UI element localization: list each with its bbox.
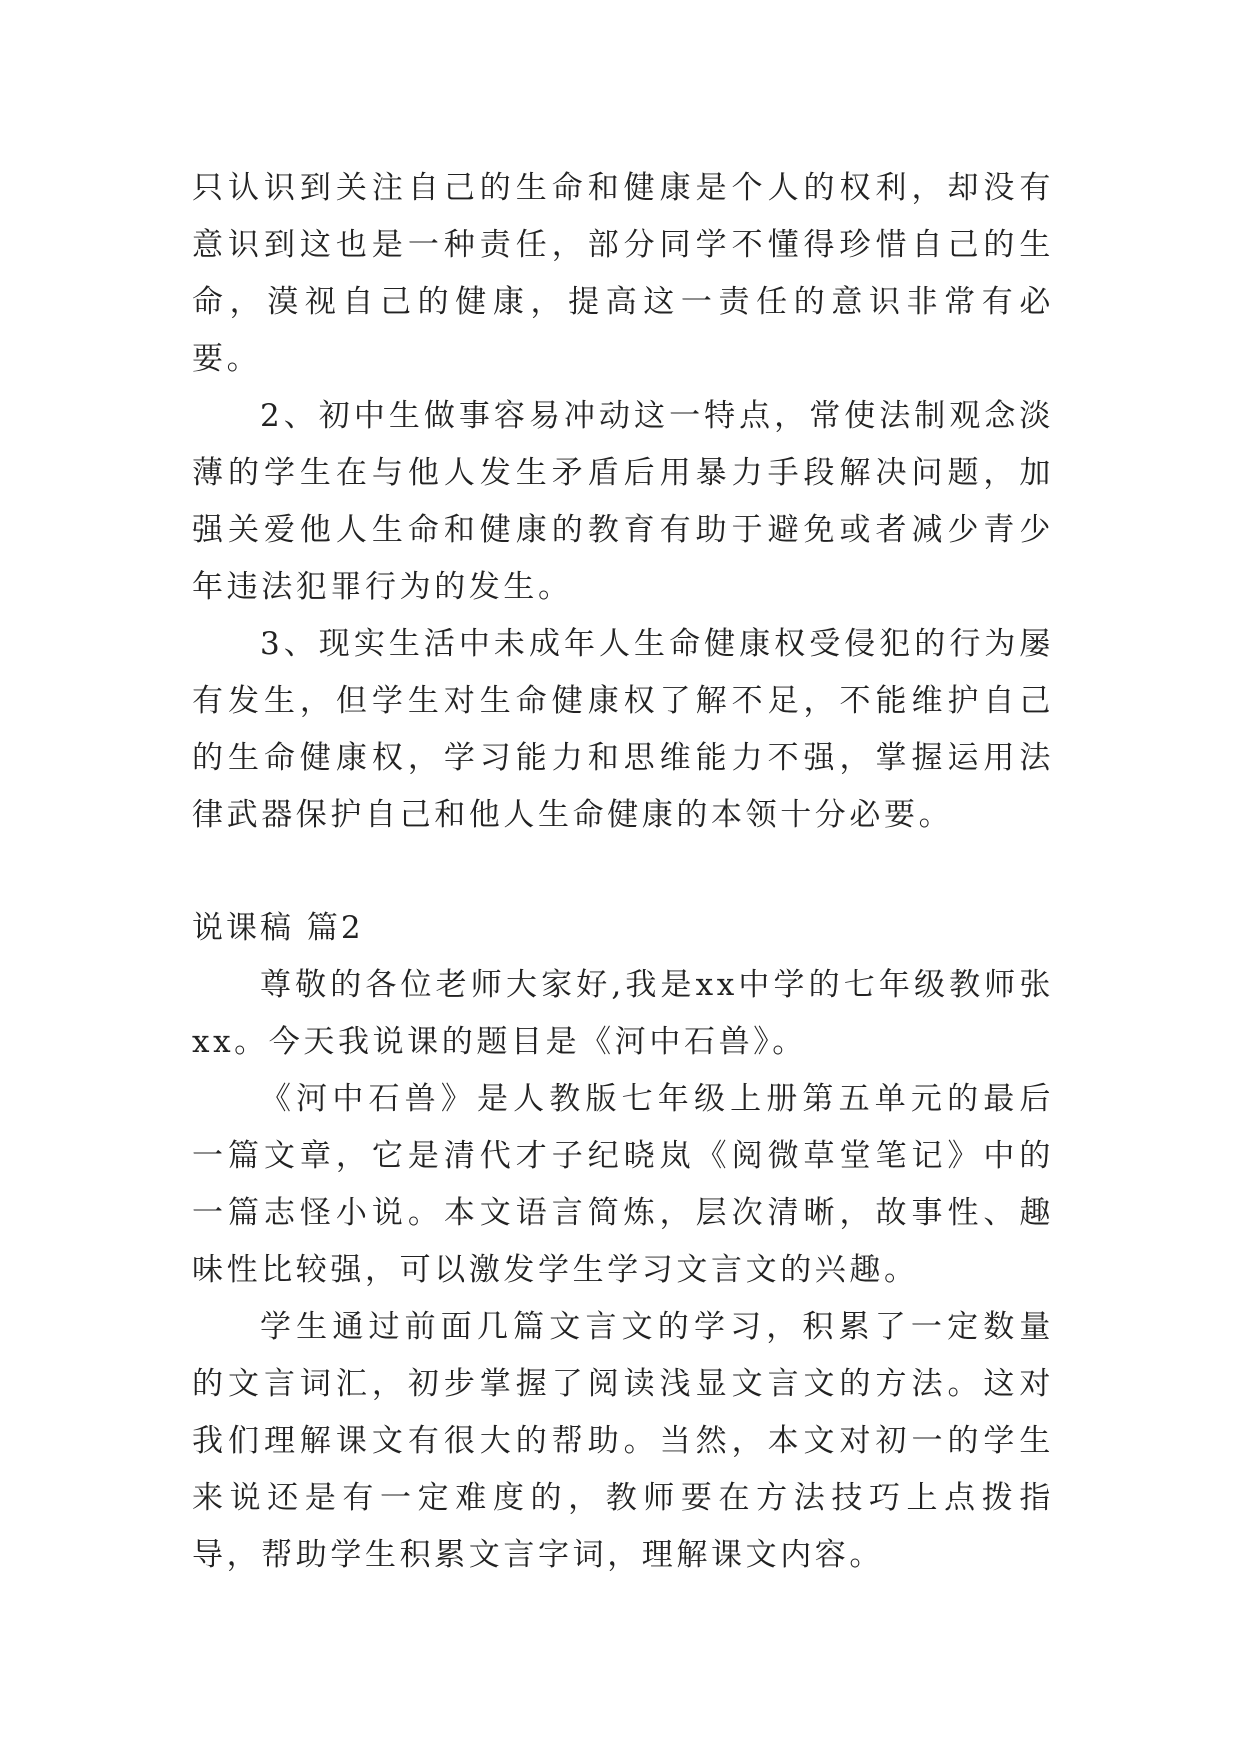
paragraph-point-2: 2、初中生做事容易冲动这一特点，常使法制观念淡薄的学生在与他人发生矛盾后用暴力手段解决问题，加强关爱他人生命和健康的教育有助于避免或者减少青少年违法犯罪行为的发生。 <box>192 398 1054 605</box>
paragraph-continuation: 只认识到关注自己的生命和健康是个人的权利，却没有意识到这也是一种责任，部分同学不懂得珍惜自己的生命，漠视自己的健康，提高这一责任的意识非常有必要。 <box>192 170 1054 377</box>
paragraph-point-3: 3、现实生活中未成年人生命健康权受侵犯的行为屡有发生，但学生对生命健康权了解不足，不能维护自己的生命健康权，学习能力和思维能力不强，掌握运用法律武器保护自己和他人生命健康的本领十分必要。 <box>192 626 1054 833</box>
paragraph-student-analysis: 学生通过前面几篇文言文的学习，积累了一定数量的文言词汇，初步掌握了阅读浅显文言文的方法。这对我们理解课文有很大的帮助。当然，本文对初一的学生来说还是有一定难度的，教师要在方法技巧上点拨指导，帮助学生积累文言字词，理解课文内容。 <box>192 1309 1054 1573</box>
document-body <box>192 160 1054 1584</box>
section-heading: 说课稿 篇2 <box>192 910 364 946</box>
paragraph-text-intro: 《河中石兽》是人教版七年级上册第五单元的最后一篇文章，它是清代才子纪晓岚《阅微草堂笔记》中的一篇志怪小说。本文语言简炼，层次清晰，故事性、趣味性比较强，可以激发学生学习文言文的兴趣。 <box>192 1081 1054 1288</box>
paragraph-greeting: 尊敬的各位老师大家好,我是xx中学的七年级教师张xx。今天我说课的题目是《河中石兽》。 <box>192 967 1054 1060</box>
